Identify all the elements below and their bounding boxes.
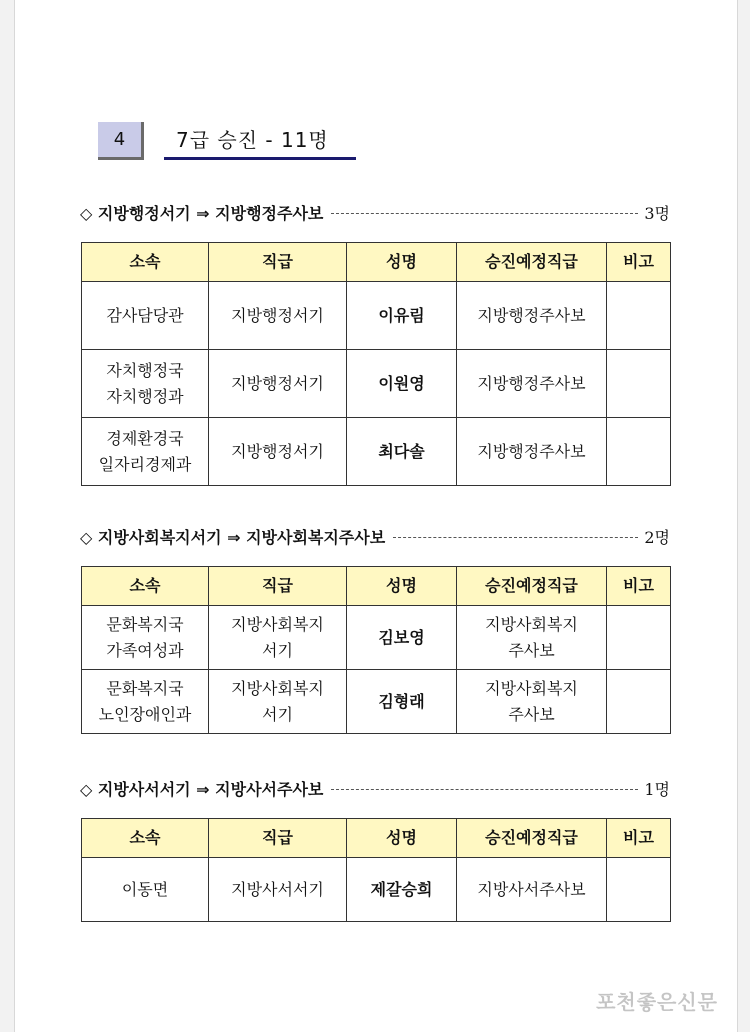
- group-heading-text: ◇ 지방사회복지서기 ⇒ 지방사회복지주사보: [80, 527, 386, 547]
- table-row: [82, 418, 671, 486]
- column-header: 비고: [607, 567, 671, 606]
- group-heading-text: ◇ 지방행정서기 ⇒ 지방행정주사보: [80, 203, 324, 223]
- cell-line: 지방행정주사보: [477, 441, 586, 461]
- cell-line: 문화복지국: [106, 614, 184, 634]
- column-header: 승진예정직급: [457, 819, 607, 858]
- column-header: 성명: [347, 243, 457, 282]
- cell-line: 지방사회복지: [485, 678, 578, 698]
- cell-line: 서기: [262, 704, 293, 724]
- dashed-leader: [331, 789, 638, 790]
- cell-line: 지방행정서기: [231, 305, 324, 325]
- column-header: 소속: [82, 819, 209, 858]
- cell-line: 지방행정서기: [231, 441, 324, 461]
- table-header-row: [82, 567, 671, 606]
- target-cell: [457, 282, 607, 350]
- group-count: 2명: [644, 527, 670, 547]
- cell-line: 지방사회복지: [485, 614, 578, 634]
- group-heading: [80, 524, 670, 548]
- table-header-row: [82, 819, 671, 858]
- table-row: [82, 350, 671, 418]
- note-cell: [607, 418, 671, 486]
- table-row: [82, 670, 671, 734]
- name-cell: 이유림: [347, 282, 457, 350]
- cell-line: 지방행정서기: [231, 373, 324, 393]
- promotion-table: [81, 818, 671, 922]
- cell-line: 자치행정국: [106, 360, 184, 380]
- cell-line: 주사보: [508, 704, 555, 724]
- cell-line: 일자리경제과: [98, 454, 192, 474]
- column-header: 비고: [607, 243, 671, 282]
- dept-cell: [82, 282, 209, 350]
- target-cell: [457, 606, 607, 670]
- cell-line: 서기: [262, 640, 293, 660]
- target-cell: [457, 670, 607, 734]
- grade-cell: [209, 858, 347, 922]
- note-cell: [607, 858, 671, 922]
- target-cell: [457, 350, 607, 418]
- grade-cell: [209, 670, 347, 734]
- note-cell: [607, 670, 671, 734]
- name-cell: 김보영: [347, 606, 457, 670]
- grade-cell: [209, 418, 347, 486]
- dashed-leader: [393, 537, 638, 538]
- name-cell: 이원영: [347, 350, 457, 418]
- section-number: 4: [98, 122, 144, 160]
- dept-cell: [82, 350, 209, 418]
- table-row: [82, 606, 671, 670]
- dept-cell: [82, 670, 209, 734]
- dept-cell: [82, 858, 209, 922]
- column-header: 승진예정직급: [457, 243, 607, 282]
- promotion-table: [81, 242, 671, 486]
- cell-line: 이동면: [121, 879, 169, 899]
- cell-line: 경제환경국: [106, 428, 184, 448]
- group-heading: [80, 776, 670, 800]
- name-cell: 최다솔: [347, 418, 457, 486]
- column-header: 직급: [209, 243, 347, 282]
- target-cell: [457, 858, 607, 922]
- group-heading-text: ◇ 지방사서서기 ⇒ 지방사서주사보: [80, 779, 324, 799]
- group-count: 1명: [644, 779, 670, 799]
- cell-line: 지방사회복지: [231, 614, 324, 634]
- note-cell: [607, 282, 671, 350]
- table-row: [82, 282, 671, 350]
- cell-line: 지방사서주사보: [477, 879, 586, 899]
- dept-cell: [82, 418, 209, 486]
- cell-line: 가족여성과: [106, 640, 184, 660]
- column-header: 성명: [347, 819, 457, 858]
- cell-line: 지방사서서기: [231, 879, 324, 899]
- grade-cell: [209, 350, 347, 418]
- target-cell: [457, 418, 607, 486]
- column-header: 소속: [82, 567, 209, 606]
- column-header: 성명: [347, 567, 457, 606]
- cell-line: 주사보: [508, 640, 555, 660]
- section-header: [98, 122, 358, 162]
- promotion-table: [81, 566, 671, 734]
- name-cell: 제갈승희: [347, 858, 457, 922]
- column-header: 비고: [607, 819, 671, 858]
- cell-line: 지방행정주사보: [477, 305, 586, 325]
- column-header: 승진예정직급: [457, 567, 607, 606]
- cell-line: 감사담당관: [106, 305, 184, 325]
- cell-line: 문화복지국: [106, 678, 184, 698]
- cell-line: 노인장애인과: [98, 704, 192, 724]
- column-header: 소속: [82, 243, 209, 282]
- cell-line: 지방행정주사보: [477, 373, 586, 393]
- column-header: 직급: [209, 567, 347, 606]
- name-cell: 김형래: [347, 670, 457, 734]
- group-heading: [80, 200, 670, 224]
- note-cell: [607, 350, 671, 418]
- table-header-row: [82, 243, 671, 282]
- table-row: [82, 858, 671, 922]
- cell-line: 지방사회복지: [231, 678, 324, 698]
- section-title: 7급 승진 - 11명: [164, 122, 356, 160]
- group-count: 3명: [644, 203, 670, 223]
- note-cell: [607, 606, 671, 670]
- dept-cell: [82, 606, 209, 670]
- grade-cell: [209, 606, 347, 670]
- dashed-leader: [331, 213, 638, 214]
- grade-cell: [209, 282, 347, 350]
- cell-line: 자치행정과: [106, 386, 184, 406]
- watermark: 포천좋은신문: [596, 990, 718, 1014]
- column-header: 직급: [209, 819, 347, 858]
